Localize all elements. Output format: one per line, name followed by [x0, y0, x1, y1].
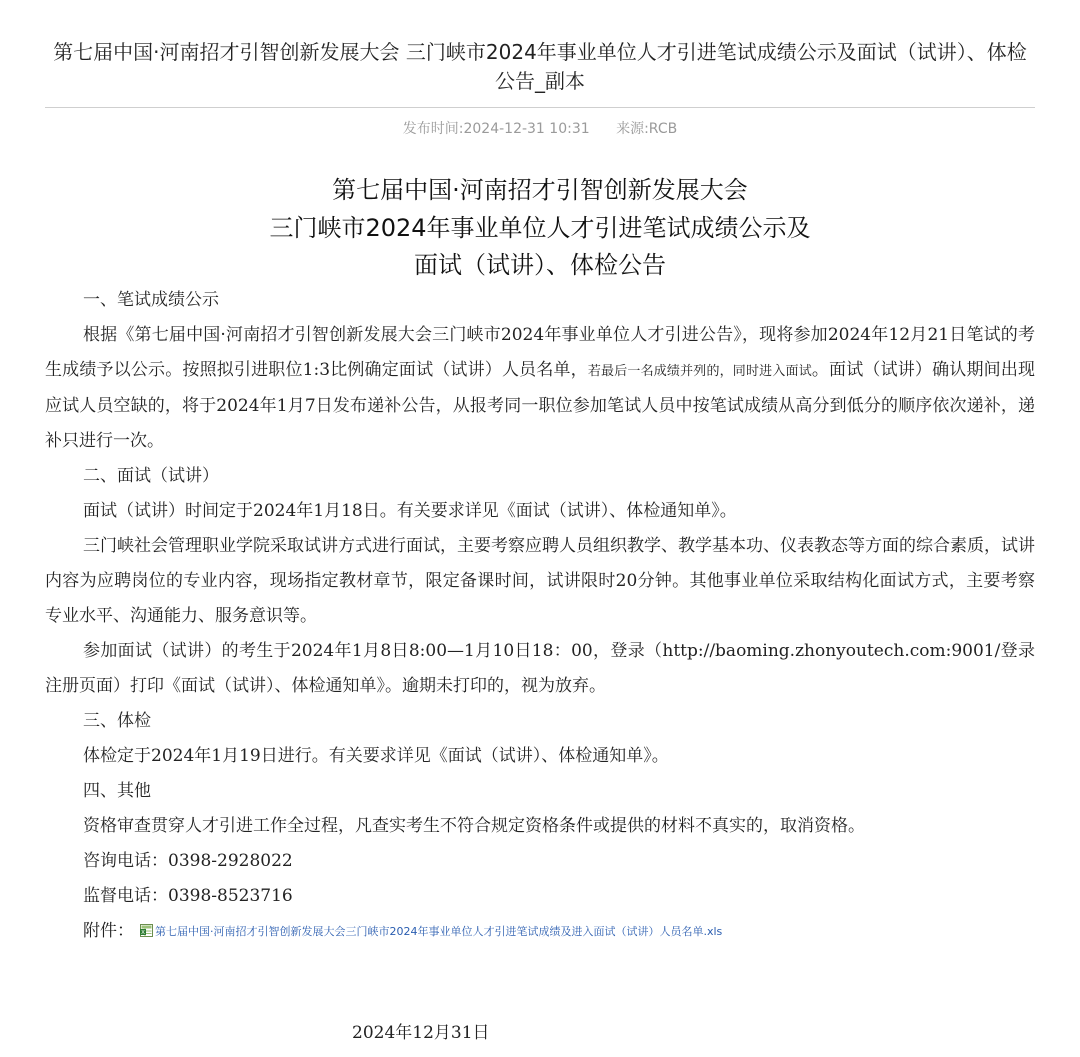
section-1-text-a: 根据《第七届中国·河南招才引智创新发展大会三门峡市2024年事业单位人才引进公告》，现将参加2024年12月21日笔试的考生成绩予以公示。按照拟引进职位1:3比例确定面试（试讲）人员名单， [45, 325, 1035, 380]
source: 来源:RCB [616, 121, 678, 137]
section-2-paragraph-1: 面试（试讲）时间定于2024年1月18日。有关要求详见《面试（试讲）、体检通知单》。 [83, 501, 737, 521]
section-2-paragraph-2: 三门峡社会管理职业学院采取试讲方式进行面试，主要考察应聘人员组织教学、教学基本功、仪表教态等方面的综合素质，试讲内容为应聘岗位的专业内容，现场指定教材章节，限定备课时间，试讲限时20分钟。其他事业单位采取结构化面试方式，主要考察专业水平、沟通能力、服务意识等。 [45, 536, 1035, 626]
heading-line-1: 第七届中国·河南招才引智创新发展大会 [332, 176, 748, 204]
supervise-phone: 监督电话：0398-8523716 [83, 886, 293, 906]
section-1-paragraph [45, 318, 1035, 459]
article-body [45, 283, 1035, 949]
heading-line-2: 三门峡市2024年事业单位人才引进笔试成绩公示及 [269, 213, 811, 242]
section-1-text-b: 。面试（试讲）确认期间出现应试人员空缺的，将于2024年1月7日发布递补公告，从报考同一职位参加笔试人员中按笔试成绩从高分到低分的顺序依次递补，递补只进行一次。 [45, 360, 1035, 451]
section-1-title: 一、笔试成绩公示 [83, 290, 219, 310]
publish-time: 发布时间:2024-12-31 10:31 [402, 121, 590, 137]
section-3-title: 三、体检 [83, 711, 151, 731]
attachment-row [45, 914, 1035, 949]
attachment-link[interactable]: 第七届中国·河南招才引智创新发展大会三门峡市2024年事业单位人才引进笔试成绩及进入面试（试讲）人员名单.xls [155, 925, 723, 938]
title-divider [45, 107, 1035, 108]
publish-date: 2024年12月31日 [352, 1023, 490, 1043]
section-4-title: 四、其他 [83, 781, 151, 801]
page-title: 第七届中国·河南招才引智创新发展大会 三门峡市2024年事业单位人才引进笔试成绩公示及面试（试讲）、体检公告_副本 [53, 40, 1027, 93]
svg-text:X: X [141, 930, 145, 936]
section-4-paragraph: 资格审查贯穿人才引进工作全过程，凡查实考生不符合规定资格条件或提供的材料不真实的，取消资格。 [83, 816, 865, 836]
heading-line-3: 面试（试讲）、体检公告 [414, 251, 666, 279]
section-2-paragraph-3: 参加面试（试讲）的考生于2024年1月8日8:00—1月10日18：00，登录（http://baoming.zhonyoutech.com:9001/登录注册页面）打印《面试（试讲）、体检通知单》。逾期未打印的，视为放弃。 [45, 641, 1035, 696]
article-meta [0, 119, 1080, 139]
contact-phone: 咨询电话：0398-2928022 [83, 851, 293, 871]
section-2-title: 二、面试（试讲） [83, 466, 219, 486]
article-heading [45, 172, 1035, 285]
excel-file-icon[interactable] [140, 915, 153, 936]
section-3-paragraph: 体检定于2024年1月19日进行。有关要求详见《面试（试讲）、体检通知单》。 [83, 746, 669, 766]
section-1-note: 若最后一名成绩并列的，同时进入面试 [587, 364, 812, 379]
attachment-label: 附件： [83, 921, 134, 941]
